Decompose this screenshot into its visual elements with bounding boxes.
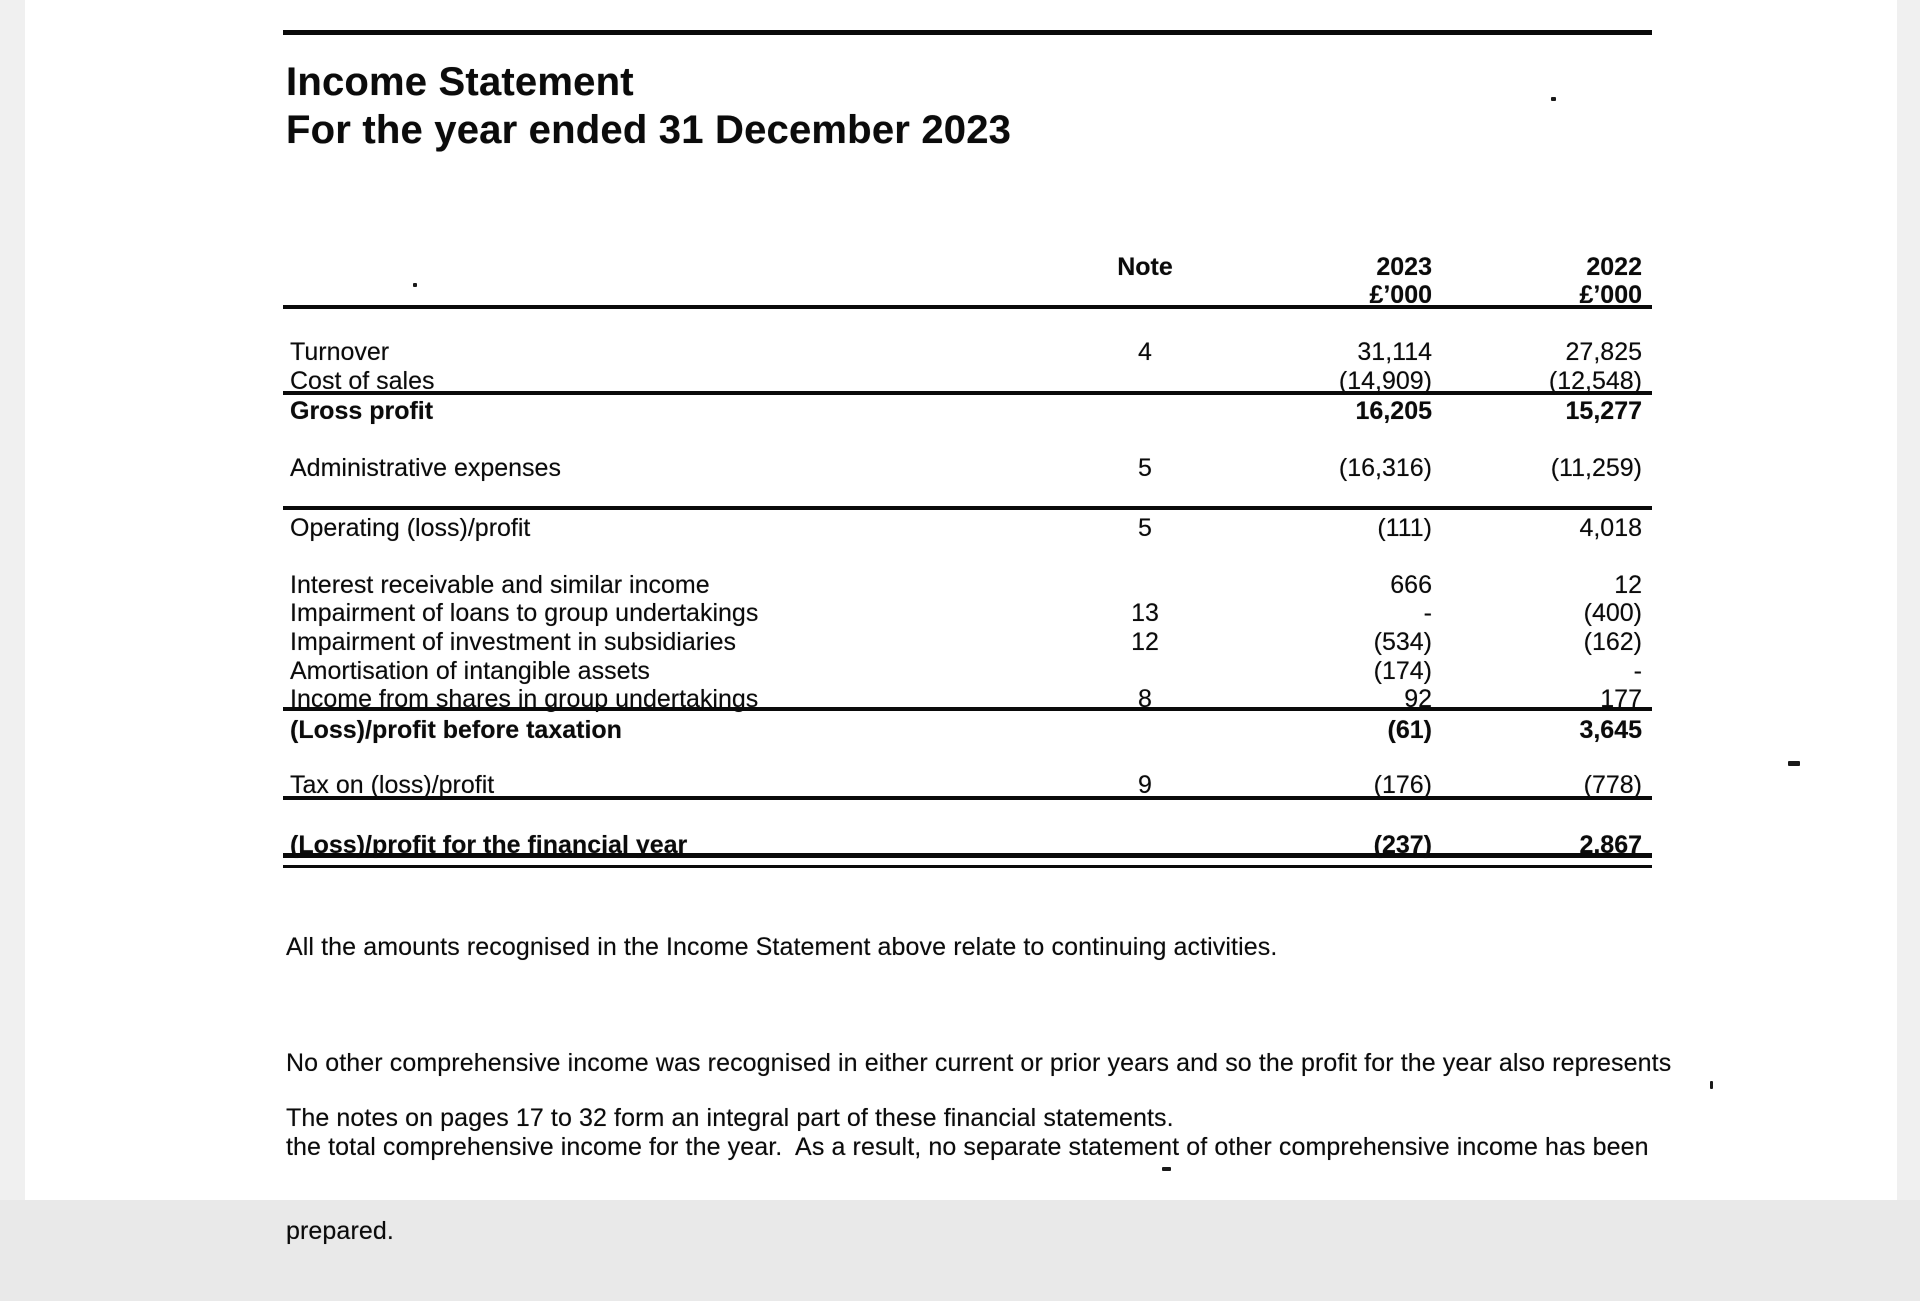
row-v1: 666 (1390, 571, 1432, 599)
table-row (0, 453, 1920, 483)
row-note: 9 (1138, 771, 1152, 799)
row-v2: (162) (1583, 628, 1642, 656)
row-note: 4 (1138, 338, 1152, 366)
row-note (1110, 366, 1180, 396)
row-v1: (111) (1377, 514, 1432, 542)
scan-speck (1551, 97, 1556, 101)
row-v2: - (1633, 657, 1642, 685)
document-title (286, 58, 1011, 154)
row-v1: (14,909) (1338, 367, 1432, 395)
row-v1: (174) (1373, 657, 1432, 685)
row-v1: (237) (1373, 831, 1432, 859)
row-v2: 3,645 (1579, 716, 1642, 744)
table-row (0, 366, 1920, 396)
note-comprehensive-income-line-3: prepared. (286, 1217, 394, 1245)
table-row (0, 715, 1920, 745)
row-label: Operating (loss)/profit (290, 514, 531, 542)
row-v2: (12,548) (1548, 367, 1642, 395)
operating-profit-rule (283, 506, 1652, 510)
row-note (1110, 570, 1180, 600)
scan-speck (1788, 761, 1800, 766)
row-label: Cost of sales (290, 367, 435, 395)
row-v2: 4,018 (1579, 514, 1642, 542)
scan-speck (413, 283, 417, 287)
row-note (1110, 715, 1180, 745)
table-row (0, 396, 1920, 426)
column-header-note: Note (1117, 253, 1173, 281)
note-continuing-activities: All the amounts recognised in the Income Statement above relate to continuing activities. (286, 933, 1278, 961)
row-label: Income from shares in group undertakings (290, 685, 759, 713)
row-note: 13 (1131, 599, 1159, 627)
row-v1: (61) (1387, 716, 1432, 744)
row-label: (Loss)/profit for the financial year (290, 831, 688, 859)
table-row (0, 656, 1920, 686)
row-label: Impairment of investment in subsidiaries (290, 628, 737, 656)
row-v1: (534) (1373, 628, 1432, 656)
row-v1: - (1423, 599, 1432, 627)
row-v1: 16,205 (1355, 397, 1432, 425)
row-note: 5 (1138, 514, 1152, 542)
total-double-rule-bottom (283, 865, 1652, 868)
row-label: Turnover (290, 338, 390, 366)
row-label: Interest receivable and similar income (290, 571, 710, 599)
table-row (0, 513, 1920, 543)
table-row (0, 570, 1920, 600)
row-v1: (16,316) (1338, 454, 1432, 482)
row-v1: 92 (1404, 685, 1432, 713)
row-v2: (11,259) (1550, 454, 1642, 482)
column-header-unit-2023: £’000 (1369, 281, 1432, 309)
row-v2: 27,825 (1565, 338, 1642, 366)
table-row (0, 770, 1920, 800)
scan-speck (1710, 1081, 1713, 1089)
row-note (1110, 656, 1180, 686)
table-row (0, 598, 1920, 628)
note-comprehensive-income-line-2: the total comprehensive income for the year. As a result, no separate statement of other comprehensive income has been (286, 1133, 1649, 1161)
table-row (0, 337, 1920, 367)
row-v1: 31,114 (1357, 338, 1432, 366)
row-v2: 12 (1614, 571, 1642, 599)
note-comprehensive-income-line-1: No other comprehensive income was recognised in either current or prior years and so the profit for the year also represents (286, 1049, 1672, 1077)
row-label: (Loss)/profit before taxation (290, 716, 622, 744)
scan-speck (1162, 1167, 1171, 1171)
column-header-year-2022: 2022 (1586, 253, 1642, 281)
column-header-unit-2022: £’000 (1579, 281, 1642, 309)
row-v2: (400) (1583, 599, 1642, 627)
row-note: 8 (1138, 685, 1152, 713)
title-line-2: For the year ended 31 December 2023 (286, 108, 1012, 152)
row-v2: 177 (1600, 685, 1642, 713)
row-note: 12 (1131, 628, 1159, 656)
row-label: Gross profit (290, 397, 434, 425)
table-row (0, 830, 1920, 860)
row-v2: 15,277 (1565, 397, 1642, 425)
row-v2: 2,867 (1579, 831, 1642, 859)
note-pages-reference: The notes on pages 17 to 32 form an integral part of these financial statements. (286, 1104, 1174, 1132)
row-v1: (176) (1373, 771, 1432, 799)
row-label: Tax on (loss)/profit (290, 771, 495, 799)
row-note (1110, 396, 1180, 426)
top-rule (283, 30, 1652, 35)
column-header-year-2023: 2023 (1376, 253, 1432, 281)
row-label: Amortisation of intangible assets (290, 657, 650, 685)
table-row (0, 684, 1920, 714)
row-label: Administrative expenses (290, 454, 561, 482)
row-v2: (778) (1583, 771, 1642, 799)
title-line-1: Income Statement (286, 60, 634, 104)
note-comprehensive-income (286, 993, 1671, 1301)
table-row (0, 627, 1920, 657)
row-note (1110, 830, 1180, 860)
row-note: 5 (1138, 454, 1152, 482)
row-label: Impairment of loans to group undertakings (290, 599, 759, 627)
